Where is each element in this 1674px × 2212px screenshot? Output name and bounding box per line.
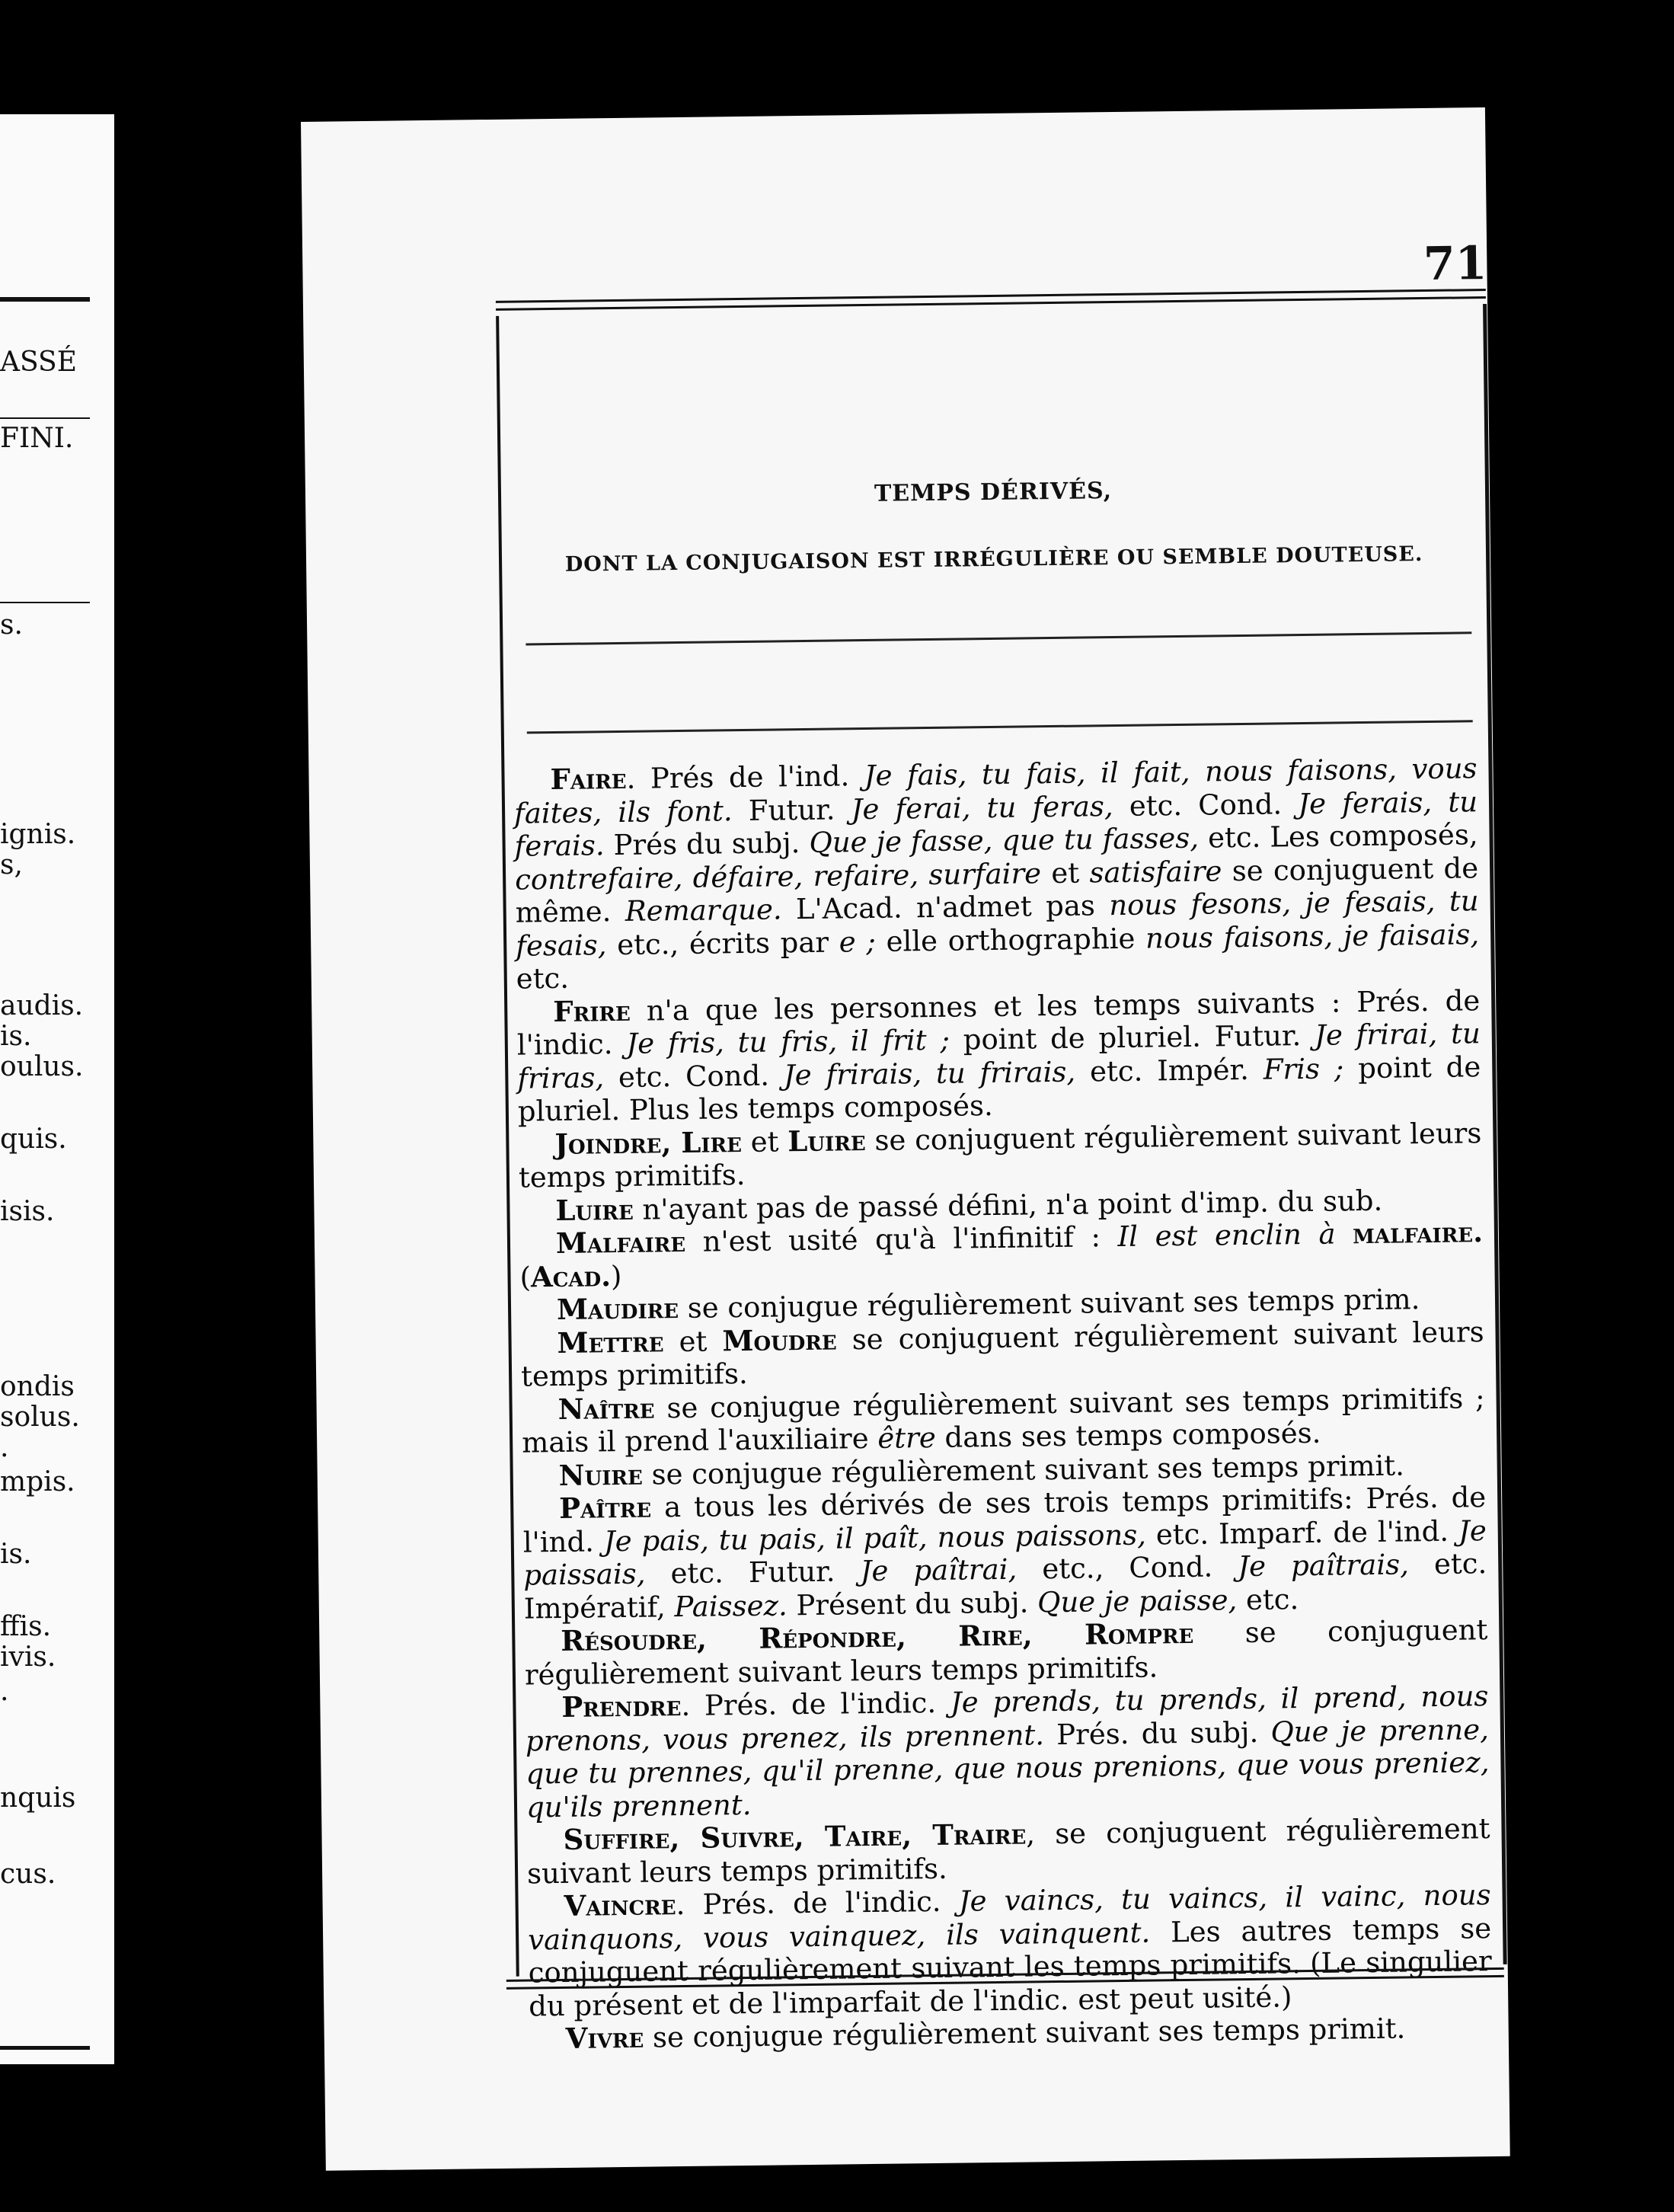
entry-text: et: [1040, 855, 1090, 890]
italic-example: Je prends, tu prends, il prend, nous prenons, vous prenez, ils prennent.: [525, 1680, 1489, 1758]
entry-text: Présent du subj.: [787, 1585, 1038, 1622]
entry-text: etc. Imparf. de l'ind.: [1145, 1514, 1459, 1552]
page-subtitle: DONT LA CONJUGAISON EST IRRÉGULIÈRE OU SEMBLE DOUTEUSE.: [564, 542, 1423, 577]
italic-example: Que je paisse,: [1037, 1583, 1238, 1619]
verb-headword: Frire: [553, 993, 631, 1028]
verb-headword: Mettre: [557, 1324, 664, 1360]
italic-example: Je paîtrai,: [860, 1552, 1017, 1588]
entry-text: se conjugue régulièrement suivant ses temps primit.: [642, 1448, 1405, 1491]
conjugation-entry: [520, 1315, 1484, 1393]
conjugation-entries: [513, 752, 1493, 2056]
left-page-fragment: ffis.: [0, 1611, 52, 1642]
italic-example: Que je prenne, que tu prennes, qu'il prenne, que nous prenions, que vous preniez, qu'ils prennent.: [526, 1712, 1490, 1824]
italic-example: e ;: [839, 925, 877, 958]
entry-text: etc. Les composés,: [1198, 818, 1478, 855]
entry-text: et: [741, 1124, 788, 1159]
italic-example: Je frirais, tu frirais,: [783, 1055, 1076, 1092]
verb-headword: Prendre: [561, 1689, 682, 1724]
entry-text: se conjugue régulièrement suivant ses temps primitifs ; mais il prend l'auxiliaire: [521, 1381, 1485, 1459]
entry-text: (: [519, 1260, 532, 1294]
entry-text: Prés. du subj.: [1043, 1715, 1271, 1751]
verb-headword: Maudire: [556, 1291, 679, 1327]
divider-rule: [527, 720, 1473, 734]
conjugation-entry: [519, 1216, 1484, 1293]
entry-text: Prés du subj.: [604, 826, 810, 862]
verb-headword: Malfaire: [555, 1224, 686, 1261]
entry-text: se conjuguent régulièrement suivant leurs temps primitifs.: [520, 1315, 1484, 1393]
conjugation-entry: [527, 1878, 1492, 2022]
left-page-fragment: .: [0, 1676, 9, 1707]
text-frame: [496, 304, 1507, 2055]
left-page-fragment: ondis: [0, 1371, 75, 1402]
entry-text: se conjuguent de même.: [515, 851, 1479, 929]
italic-example: Je paîtrais,: [1238, 1548, 1410, 1584]
entry-text: etc. Futur.: [645, 1555, 861, 1590]
entry-text: etc. Impér.: [1075, 1053, 1264, 1088]
entry-text: [1335, 1217, 1353, 1250]
entry-text: point de pluriel. Futur.: [949, 1018, 1315, 1056]
adjacent-page-fragment: [0, 114, 114, 2064]
page-number: 71: [1423, 236, 1487, 292]
italic-example: Je fris, tu fris, il frit ;: [626, 1023, 950, 1060]
left-page-fragment: ignis.: [0, 819, 76, 850]
conjugation-entry: [518, 1117, 1482, 1194]
book-page: [301, 107, 1510, 2171]
page-title: TEMPS DÉRIVÉS,: [874, 478, 1113, 507]
left-page-fragment: audis.: [0, 990, 84, 1021]
entry-text: . Prés de l'ind.: [626, 759, 865, 795]
conjugation-entry: [516, 984, 1481, 1128]
left-page-fragment: oulus.: [0, 1051, 84, 1082]
left-page-fragment: ivis.: [0, 1641, 56, 1673]
italic-example: Je frirai, tu friras,: [517, 1017, 1481, 1095]
italic-example: Il est enclin à: [1117, 1217, 1336, 1254]
left-page-rule: [0, 602, 90, 603]
italic-example: nous fesons, je fesais, tu fesais,: [515, 884, 1479, 963]
entry-text: se conjuguent régulièrement suivant leurs temps primitifs.: [524, 1613, 1488, 1692]
conjugation-entry: [513, 752, 1480, 996]
italic-example: Fris ;: [1263, 1051, 1344, 1086]
verb-headword: Joindre, Lire: [554, 1124, 743, 1161]
entry-text: etc. Impératif,: [523, 1547, 1487, 1625]
left-page-fragment: .: [0, 1432, 9, 1463]
left-page-fragment: FINI.: [0, 423, 74, 454]
left-page-fragment: quis.: [0, 1124, 67, 1155]
italic-example: Paissez.: [674, 1588, 788, 1623]
left-page-rule: [0, 297, 90, 302]
verb-headword: Nuire: [558, 1457, 644, 1492]
verb-headword: Vaincre: [564, 1888, 676, 1923]
italic-example: Je vaincs, tu vaincs, il vainc, nous vainquons, vous vainquez, ils vainquent.: [527, 1878, 1491, 1957]
conjugation-entry: [525, 1680, 1490, 1824]
left-page-fragment: s.: [0, 609, 23, 641]
verb-headword: Résoudre, Répondre, Rire, Rompre: [561, 1616, 1194, 1657]
verb-headword: Acad.: [530, 1258, 612, 1293]
entry-text: n'est usité qu'à l'infinitif :: [685, 1220, 1118, 1258]
entry-text: . Prés. de l'indic.: [676, 1884, 960, 1922]
entry-text: etc., écrits par: [606, 925, 840, 961]
italic-example: Remarque.: [625, 893, 782, 928]
entry-text: etc.: [516, 961, 570, 996]
left-page-fragment: mpis.: [0, 1466, 75, 1498]
entry-text: a tous les dérivés de ses trois temps primitifs: Prés. de l'ind.: [522, 1481, 1487, 1559]
left-page-fragment: ASSÉ: [0, 347, 77, 378]
entry-text: , se conjuguent régulièrement suivant leurs temps primitifs.: [526, 1812, 1490, 1891]
entry-text: etc. Cond.: [603, 1058, 784, 1094]
italic-example: Je fais, tu fais, il fait, nous faisons, vous faites, ils font.: [513, 752, 1478, 830]
entry-text: . Prés. de l'indic.: [681, 1686, 951, 1723]
left-page-rule: [0, 2046, 90, 2050]
italic-example: Je ferai, tu feras,: [851, 789, 1113, 826]
conjugation-entry: [526, 1812, 1490, 1890]
entry-text: se conjuguent régulièrement suivant leurs temps primitifs.: [518, 1116, 1482, 1194]
entry-text: elle orthographie: [875, 922, 1146, 958]
verb-headword: Faire: [550, 761, 627, 797]
verb-headword: Moudre: [722, 1322, 837, 1357]
italic-example: Je pais, tu pais, il paît, nous paissons,: [603, 1518, 1147, 1558]
italic-example: Je paissais,: [523, 1514, 1487, 1592]
conjugation-entry: [524, 1613, 1488, 1691]
left-page-fragment: cus.: [0, 1859, 56, 1890]
italic-example: nous faisons, je faisais,: [1145, 917, 1480, 955]
entry-text: se conjugue régulièrement suivant ses temps prim.: [678, 1283, 1420, 1325]
entry-text: point de pluriel. Plus les temps composés.: [517, 1050, 1481, 1128]
entry-text: ): [610, 1259, 622, 1293]
entry-text: L'Acad. n'admet pas: [781, 889, 1110, 926]
italic-example: Je ferais, tu ferais.: [514, 785, 1478, 863]
italic-example: contrefaire, défaire, refaire, surfaire: [514, 856, 1042, 897]
left-page-fragment: is.: [0, 1021, 32, 1052]
entry-text: n'a que les personnes et les temps suivants : Prés. de l'indic.: [516, 983, 1481, 1062]
italic-example: être: [877, 1421, 936, 1455]
entry-text: etc., Cond.: [1016, 1550, 1238, 1586]
entry-text: dans ses temps composés.: [935, 1416, 1321, 1454]
italic-example: Que je fasse, que tu fasses,: [809, 821, 1200, 859]
entry-text: etc.: [1236, 1582, 1299, 1616]
verb-headword: Luire: [555, 1192, 634, 1227]
verb-headword: Naître: [557, 1390, 655, 1426]
entry-text: etc. Cond.: [1113, 787, 1299, 823]
verb-headword: Vivre: [565, 2020, 644, 2055]
verb-headword: malfaire.: [1352, 1215, 1484, 1251]
verb-headword: Suffire, Suivre, Taire, Traire: [563, 1817, 1027, 1856]
verb-headword: Paître: [558, 1490, 652, 1525]
left-page-fragment: s,: [0, 849, 23, 881]
conjugation-entry: [521, 1382, 1485, 1459]
italic-example: satisfaire: [1089, 854, 1222, 889]
entry-text: n'ayant pas de passé défini, n'a point d'imp. du sub.: [633, 1184, 1383, 1226]
verb-headword: Luire: [787, 1123, 866, 1158]
left-page-fragment: isis.: [0, 1196, 55, 1227]
entry-text: Les autres temps se conjuguent régulièrement suivant les temps primitifs. (Le singulier du présent et de l'imparfait de l'indic. est peut usité.): [528, 1911, 1492, 2023]
entry-text: se conjugue régulièrement suivant ses temps primit.: [643, 2012, 1406, 2054]
entry-text: et: [663, 1324, 723, 1358]
left-page-fragment: solus.: [0, 1402, 80, 1433]
left-page-fragment: is.: [0, 1539, 32, 1570]
left-page-rule: [0, 417, 90, 419]
left-page-fragment: nquis: [0, 1782, 76, 1814]
entry-text: Futur.: [732, 792, 851, 827]
conjugation-entry: [522, 1481, 1487, 1625]
divider-rule: [526, 631, 1471, 645]
